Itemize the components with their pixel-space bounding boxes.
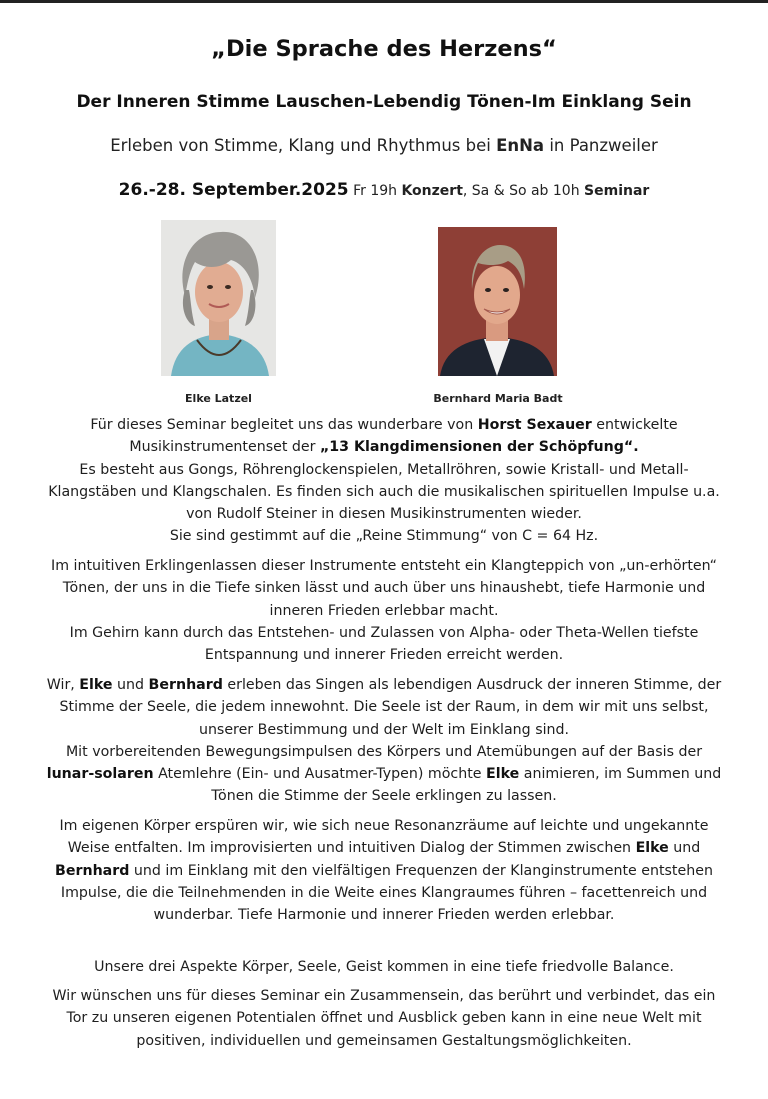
caption-bernhard: Bernhard Maria Badt (433, 392, 563, 405)
page-subtitle: Der Inneren Stimme Lauschen-Lebendig Tönen-Im Einklang Sein (76, 92, 692, 112)
page-title: „Die Sprache des Herzens“ (211, 36, 557, 62)
caption-elke: Elke Latzel (185, 392, 252, 405)
paragraph-closing: Wir wünschen uns für dieses Seminar ein Zusammensein, das berührt und verbindet, das ein Tor zu unseren eigenen Potentialen öffnet und Ausblick geben kann in eine neue Welt mit positiven, individuellen und gemeinsamen Gestaltungsmöglichkeiten. (52, 988, 716, 1049)
paragraph-sound: Im intuitiven Erklingenlassen dieser Instrumente entsteht ein Klangteppich von „un-erhörten“ Tönen, der uns in die Tiefe sinken lässt und auch über uns hinaushebt, tiefe Harmonie und inneren Frieden erlebbar macht. Im Gehirn kann durch das Entstehen- und Zulassen von Alpha- oder Theta-Wellen tiefste Entspannung und innerer Frieden erreicht werden. (51, 558, 717, 664)
tagline-text: Erleben von Stimme, Klang und Rhythmus bei (110, 136, 497, 155)
date-friday: Fr 19h (348, 183, 402, 199)
venue-name: EnNa (496, 136, 545, 155)
top-border (0, 0, 768, 3)
photo-bernhard-maria-badt (438, 227, 557, 376)
tagline-location: in Panzweiler (544, 136, 658, 155)
date-seminar: Seminar (584, 183, 650, 199)
photo-elke-latzel (161, 220, 276, 376)
tagline (0, 136, 768, 155)
paragraph-singing: Wir, Elke und Bernhard erleben das Singen als lebendigen Ausdruck der inneren Stimme, der Stimme der Seele, die jedem innewohnt. Die Seele ist der Raum, in dem wir mit uns selbst, unserer Bestimmung und der Welt im Einklang sind. Mit vorbereitenden Bewegungsimpulsen des Körpers und Atemübungen auf der Basis der lunar-solaren Atemlehre (Ein- und Ausatmer-Typen) möchte Elke animieren, im Summen und Tönen die Stimme der Seele erklingen zu lassen. (46, 677, 722, 805)
date-konzert: Konzert (401, 183, 463, 199)
event-dates (0, 180, 768, 200)
paragraph-instruments: Für dieses Seminar begleitet uns das wunderbare von Horst Sexauer entwickelte Musikinstrumentenset der „13 Klangdimensionen der Schöpfung“. Es besteht aus Gongs, Röhrenglockenspielen, Metallröhren, sowie Kristall- und Metall-Klangstäben und Klangschalen. Es finden sich auch die musikalischen spirituellen Impulse u.a. von Rudolf Steiner in diesen Musikinstrumenten wieder. Sie sind gestimmt auf die „Reine Stimmung“ von C = 64 Hz. (48, 417, 720, 545)
date-range: 26.-28. September.2025 (118, 180, 349, 200)
paragraph-balance: Unsere drei Aspekte Körper, Seele, Geist kommen in eine tiefe friedvolle Balance. (94, 959, 674, 975)
paragraph-resonance: Im eigenen Körper erspüren wir, wie sich neue Resonanzräume auf leichte und ungekannte Weise entfalten. Im improvisierten und intuitiven Dialog der Stimmen zwischen Elke und Bernhard und im Einklang mit den vielfältigen Frequenzen der Klanginstrumente entstehen Impulse, die die Teilnehmenden in die Weite eines Klangraumes führen – facettenreich und wunderbar. Tiefe Harmonie und innerer Frieden werden erlebbar. (55, 818, 713, 924)
date-weekend: , Sa & So ab 10h (462, 183, 585, 199)
